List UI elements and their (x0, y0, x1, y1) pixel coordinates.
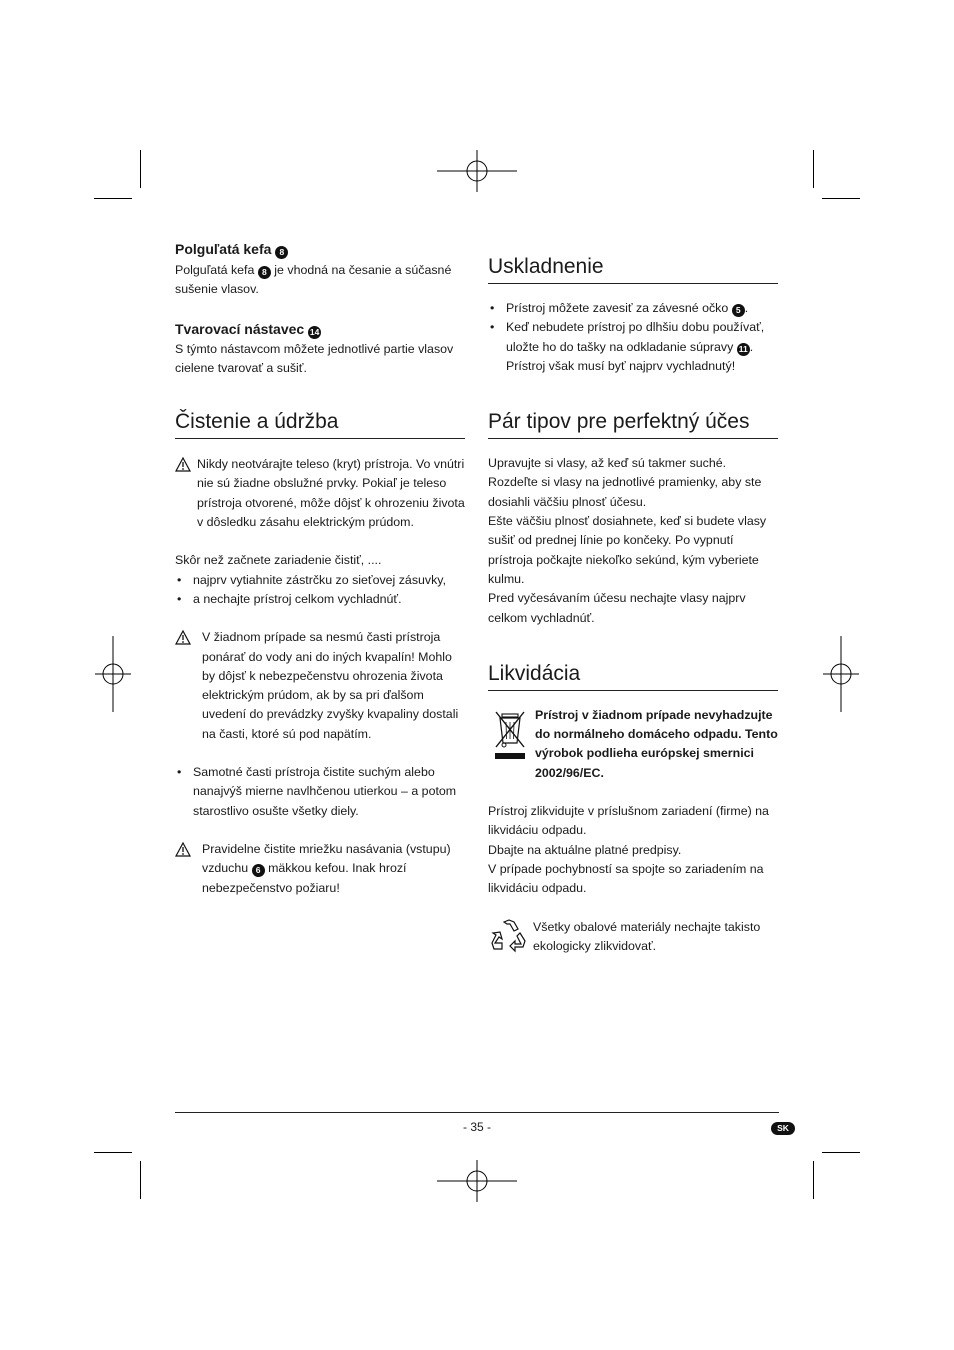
recycling-icon (490, 918, 528, 954)
weee-notice: Prístroj v žiadnom prípade nevyhadzujte do normálneho domáceho odpadu. Tento výrobok podlieha európskej smernici 2002/96/EC. (488, 706, 778, 783)
warning-triangle-icon (175, 630, 191, 645)
tips-text: Upravujte si vlasy, až keď sú takmer suché. Rozdeľte si vlasy na jednotlivé pramienky, aby ste dosiahli väčšiu plnosť účesu. Ešte väčšiu plnosť dosiahnete, keď si budete vlasy sušiť od prednej línie po končeky. Po vypnutí prístroja počkajte niekoľko sekúnd, kým vyberiete kulmu. Pred vyčesávaním účesu nechajte vlasy najprv celkom vychladnúť. (488, 456, 767, 625)
brush-text: Polguľatá kefa 8 je vhodná na česanie a súčasné sušenie vlasov. (175, 263, 452, 297)
tips-section-title: Pár tipov pre perfektný účes (488, 409, 778, 439)
list-item: • Prístroj môžete zavesiť za závesné očko 5 . (488, 299, 778, 318)
nozzle-text: S týmto nástavcom môžete jednotlivé partie vlasov cielene tvarovať a sušiť. (175, 341, 454, 375)
before-cleaning-text: Skôr než začnete zariadenie čistiť, .... (175, 553, 382, 568)
cleaning-section-title: Čistenie a údržba (175, 409, 465, 439)
part-number-badge: 14 (309, 326, 320, 337)
part-number-badge: 11 (738, 343, 748, 354)
list-item: • najprv vytiahnite zástrčku zo sieťovej zásuvky, (175, 571, 465, 590)
right-column (488, 254, 778, 956)
storage-section-title: Uskladnenie (488, 254, 778, 284)
part-number-badge: 6 (252, 864, 265, 877)
disposal-section-title: Likvidácia (488, 661, 778, 691)
dry-cloth-list (175, 763, 465, 821)
registration-mark-left (95, 636, 131, 712)
warning-triangle-icon (175, 457, 191, 472)
warning-clean-grille: Pravidelne čistite mriežku nasávania (vstupu) vzduchu 6 mäkkou kefou. Inak hrozí nebezpečenstvo požiaru! (175, 840, 465, 898)
part-number-badge: 8 (275, 246, 288, 259)
part-number-badge: 5 (732, 304, 745, 317)
warning-triangle-icon (175, 842, 191, 857)
list-item: • a nechajte prístroj celkom vychladnúť. (175, 590, 465, 609)
page-number: - 35 - (462, 1120, 491, 1134)
footer-rule (175, 1112, 779, 1113)
registration-mark-right (823, 636, 859, 712)
list-item: • Keď nebudete prístroj po dlhšiu dobu používať, uložte ho do tašky na odkladanie súpravy 11 . Prístroj však musí byť najprv vychladnutý! (488, 318, 778, 376)
recycling-notice: Všetky obalové materiály nechajte takisto ekologicky zlikvidovať. (488, 918, 778, 957)
cleaning-steps-list (175, 571, 465, 610)
list-item: • Samotné časti prístroja čistite suchým alebo nanajvýš mierne navlhčenou utierkou – a potom starostlivo osušte všetky diely. (175, 763, 465, 821)
language-badge: SK (771, 1122, 795, 1135)
crossed-out-bin-icon (493, 709, 527, 761)
part-number-badge: 8 (258, 266, 271, 279)
nozzle-heading: Tvarovací nástavec 14 (175, 320, 320, 337)
warning-no-immersion: V žiadnom prípade sa nesmú časti prístroja ponárať do vody ani do iných kvapalín! Mohlo by dôjsť k nebezpečenstvu ohrozenia života elektrickým prúdom, ak by sa pri ďalšom uvedení do prevádzky zvyšky kvapaliny dostali na časti, ktoré sú pod napätím. (175, 628, 465, 744)
disposal-text: Prístroj zlikvidujte v príslušnom zariadení (firme) na likvidáciu odpadu. Dbajte na aktuálne platné predpisy. V prípade pochybností sa spojte so zariadením na likvidáciu odpadu. (488, 804, 769, 896)
brush-heading: Polguľatá kefa 8 (175, 240, 465, 259)
registration-mark-bottom (437, 1160, 517, 1202)
warning-open-housing: Nikdy neotvárajte teleso (kryt) prístroja. Vo vnútri nie sú žiadne obslužné prvky. Pokiaľ je teleso prístroja otvorené, môže dôjsť k ohrozeniu života v dôsledku zásahu elektrickým prúdom. (175, 455, 465, 532)
registration-mark-top (437, 150, 517, 192)
storage-list (488, 299, 778, 376)
left-column (175, 240, 465, 898)
